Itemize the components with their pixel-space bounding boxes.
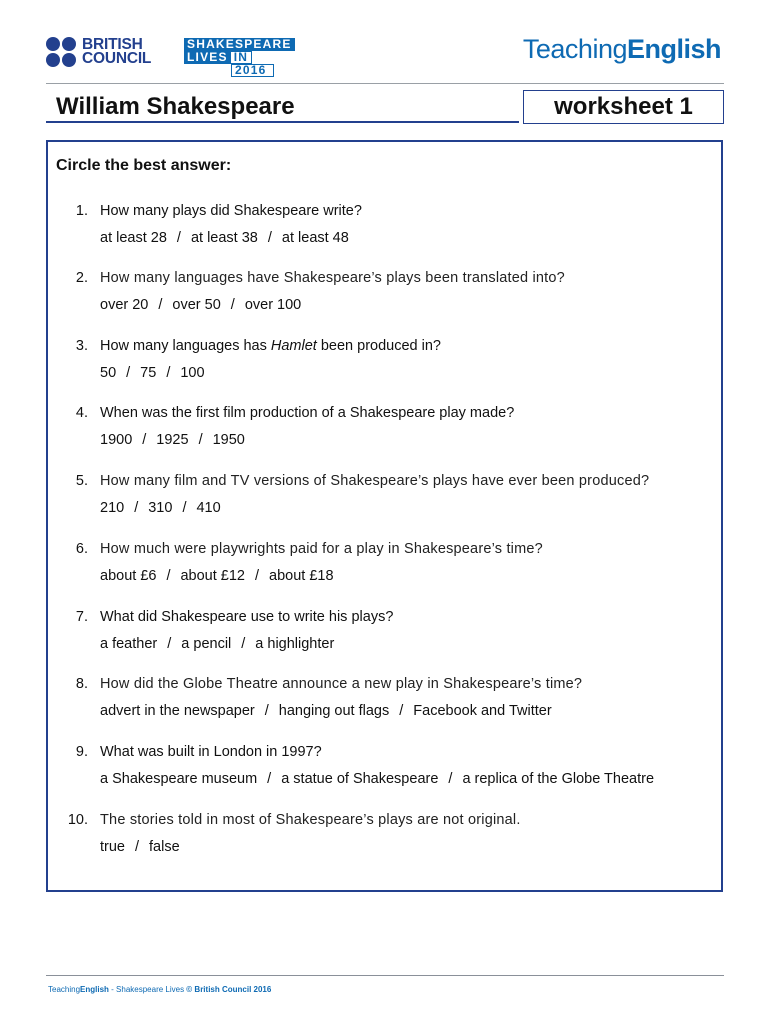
british-council-logo [46, 36, 151, 68]
footer [48, 985, 271, 994]
answer-option[interactable]: about £18 [269, 568, 334, 584]
answer-options [100, 837, 180, 857]
answer-option[interactable]: 75 [140, 365, 157, 381]
question-number: 9. [75, 744, 88, 760]
british-council-line2: COUNCIL [82, 50, 152, 67]
question-text: What was built in London in 1997? [100, 744, 322, 760]
answer-option[interactable]: at least 38 [190, 230, 258, 246]
answer-option[interactable]: a Shakespeare museum [100, 771, 258, 787]
footer-middle: - Shakespeare Lives [108, 985, 187, 994]
answer-options [100, 430, 245, 450]
shakespeare-lives-line1: SHAKESPEARE [184, 38, 295, 51]
shakespeare-lives-logo [184, 38, 295, 77]
question-text: The stories told in most of Shakespeare’s plays are not original. [100, 812, 521, 828]
answer-option[interactable]: 1900 [100, 432, 133, 448]
answer-options [100, 498, 221, 518]
separator: / [448, 771, 453, 787]
question-text: How did the Globe Theatre announce a new play in Shakespeare’s time? [100, 676, 583, 692]
british-council-line1: BRITISH [82, 36, 143, 53]
question-number: 3. [75, 338, 88, 354]
answer-option[interactable]: 410 [196, 500, 221, 516]
answer-option[interactable]: 1925 [156, 432, 189, 448]
separator: / [267, 230, 272, 246]
answer-option[interactable]: a highlighter [255, 636, 335, 652]
shakespeare-lives-year: 2016 [231, 64, 274, 77]
question-text: How many plays did Shakespeare write? [100, 203, 362, 219]
separator: / [142, 432, 147, 448]
answer-option[interactable]: advert in the newspaper [100, 703, 255, 719]
footer-divider [46, 975, 724, 976]
separator: / [267, 771, 272, 787]
answer-options [100, 228, 349, 248]
answer-option[interactable]: 100 [180, 365, 205, 381]
answer-option[interactable]: 210 [100, 500, 125, 516]
separator: / [264, 703, 269, 719]
question-number: 5. [75, 473, 88, 489]
answer-option[interactable]: over 20 [100, 297, 149, 313]
instruction: Circle the best answer: [56, 157, 232, 174]
shakespeare-lives-in: IN [230, 51, 252, 64]
question-number: 6. [75, 541, 88, 557]
answer-option[interactable]: a feather [100, 636, 158, 652]
teaching-english-logo [523, 34, 721, 65]
separator: / [134, 500, 139, 516]
answer-options [100, 701, 552, 721]
footer-brand-bold: English [80, 985, 109, 994]
separator: / [126, 365, 131, 381]
question-text: How many languages has Hamlet been produced in? [100, 338, 441, 354]
separator: / [176, 230, 181, 246]
answer-option[interactable]: 1950 [212, 432, 245, 448]
footer-brand-light: Teaching [48, 985, 81, 994]
header-divider [46, 83, 724, 84]
answer-option[interactable]: at least 28 [100, 230, 167, 246]
separator: / [166, 365, 171, 381]
answer-option[interactable]: 310 [148, 500, 173, 516]
answer-option[interactable]: Facebook and Twitter [413, 703, 552, 719]
separator: / [230, 297, 235, 313]
separator: / [135, 839, 140, 855]
question-text: When was the first film production of a Shakespeare play made? [100, 405, 515, 421]
question-text: How much were playwrights paid for a play in Shakespeare’s time? [100, 541, 543, 557]
question-number: 2. [75, 270, 88, 286]
title-row [46, 90, 724, 124]
question-text: What did Shakespeare use to write his plays? [100, 609, 394, 625]
answer-option[interactable]: over 50 [172, 297, 221, 313]
separator: / [241, 636, 246, 652]
answer-option[interactable]: over 100 [244, 297, 302, 313]
footer-copyright: © British Council 2016 [186, 985, 272, 994]
page-title: William Shakespeare [46, 90, 519, 123]
answer-option[interactable]: a replica of the Globe Theatre [462, 771, 655, 787]
answer-option[interactable]: a statue of Shakespeare [281, 771, 439, 787]
answer-option[interactable]: true [100, 839, 125, 855]
question-number: 1. [75, 203, 88, 219]
separator: / [166, 568, 171, 584]
answer-option[interactable]: a pencil [181, 636, 232, 652]
worksheet-label: worksheet 1 [523, 90, 724, 124]
answer-option[interactable]: hanging out flags [278, 703, 390, 719]
separator: / [198, 432, 203, 448]
question-text: How many languages have Shakespeare’s plays been translated into? [100, 270, 565, 286]
answer-options [100, 634, 334, 654]
answer-option[interactable]: 50 [100, 365, 117, 381]
shakespeare-lives-line2: LIVES [184, 51, 230, 64]
answer-options [100, 363, 205, 383]
answer-option[interactable]: about £12 [180, 568, 245, 584]
play-title: Hamlet [270, 338, 317, 354]
answer-options [100, 769, 654, 789]
teaching-english-bold: English [626, 34, 721, 64]
answer-options [100, 295, 301, 315]
separator: / [399, 703, 404, 719]
question-number: 7. [75, 609, 88, 625]
answer-option[interactable]: false [149, 839, 180, 855]
teaching-english-light: Teaching [522, 34, 627, 64]
question-number: 8. [75, 676, 88, 692]
worksheet-box [46, 140, 723, 892]
question-number: 4. [75, 405, 88, 421]
separator: / [167, 636, 172, 652]
separator: / [182, 500, 187, 516]
question-number: 10. [67, 812, 88, 828]
separator: / [255, 568, 260, 584]
question-text: How many film and TV versions of Shakespeare’s plays have ever been produced? [100, 473, 650, 489]
answer-option[interactable]: at least 48 [281, 230, 349, 246]
separator: / [158, 297, 163, 313]
answer-option[interactable]: about £6 [100, 568, 157, 584]
answer-options [100, 566, 334, 586]
british-council-dots-icon [46, 37, 76, 67]
